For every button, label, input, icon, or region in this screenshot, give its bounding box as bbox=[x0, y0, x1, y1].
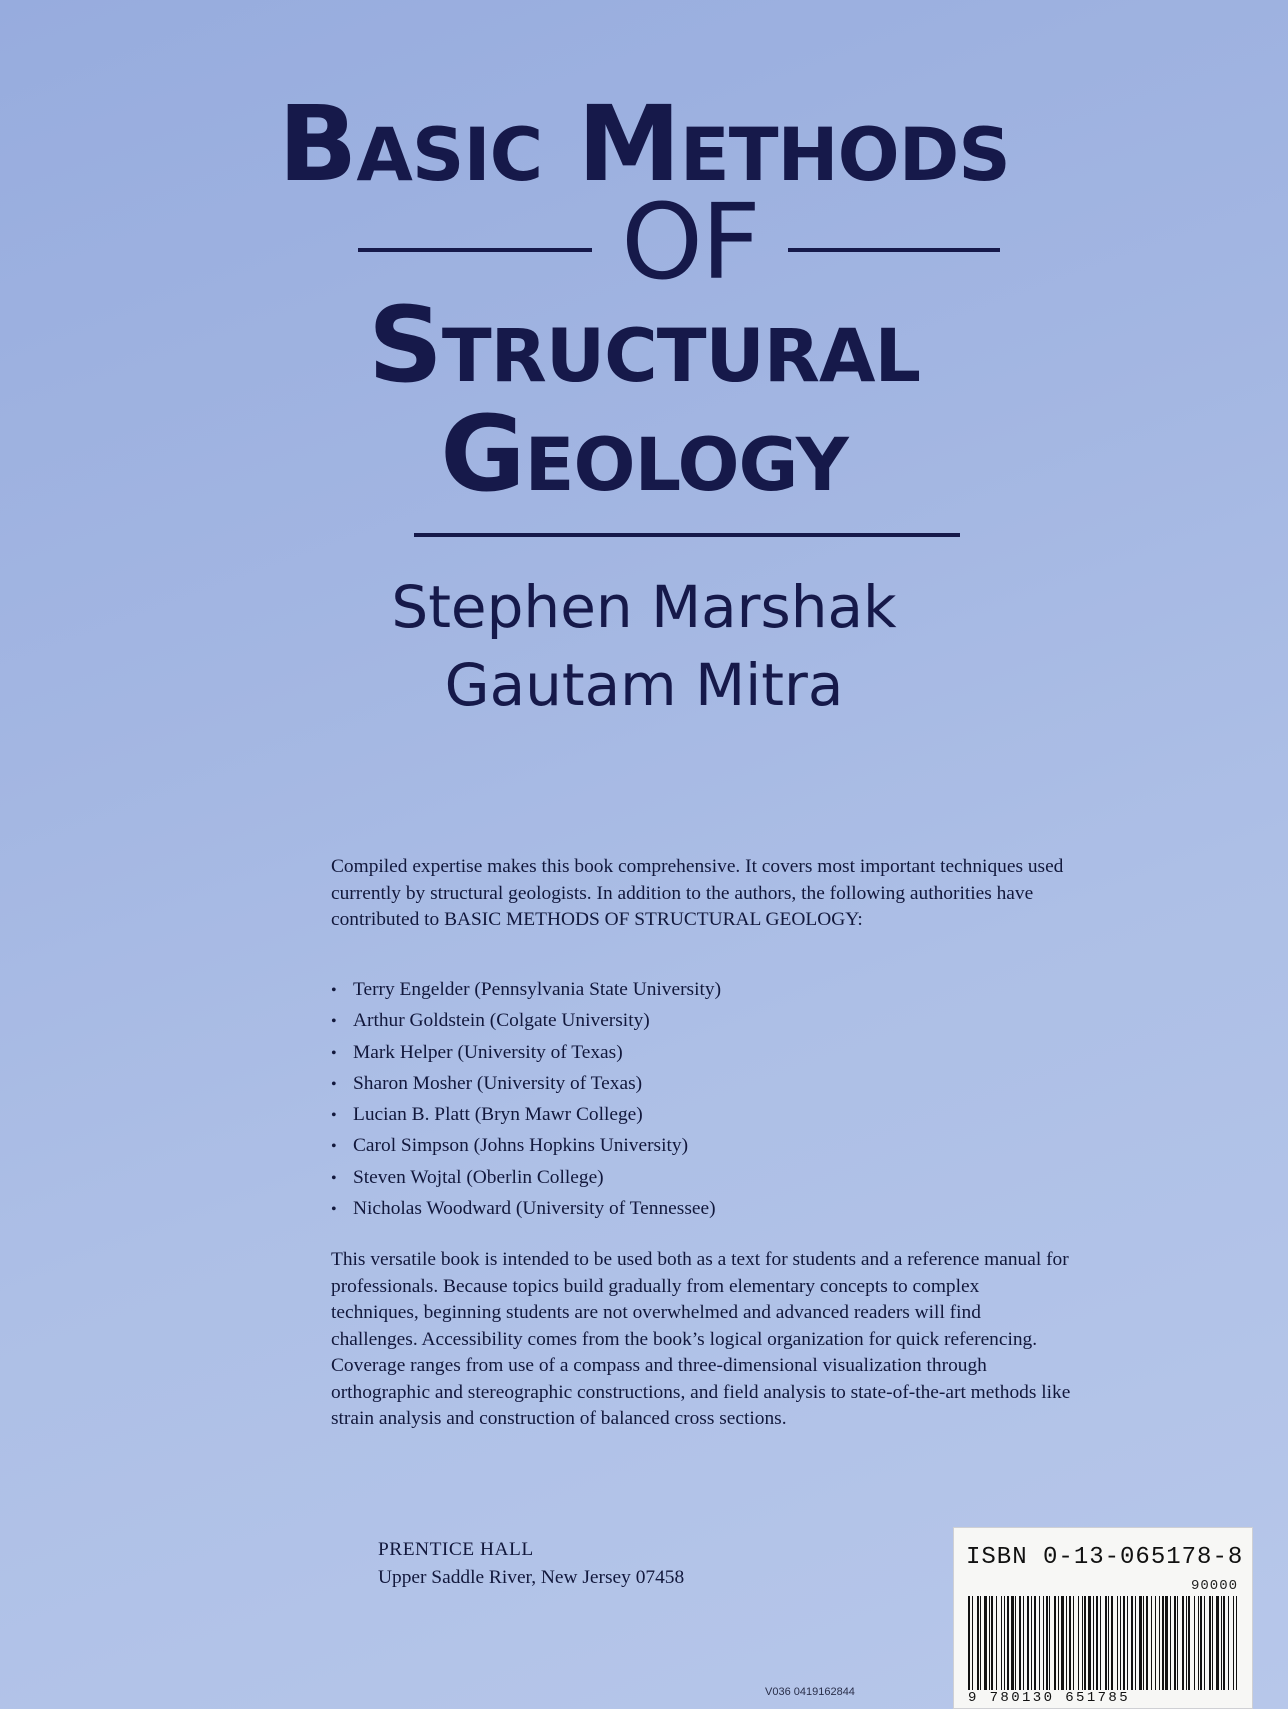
bullet-icon: • bbox=[331, 1138, 337, 1156]
list-item bbox=[331, 974, 721, 1005]
barcode-icon bbox=[968, 1596, 1240, 1690]
contributor-name: Nicholas Woodward (University of Tennessee) bbox=[353, 1198, 716, 1220]
list-item bbox=[331, 1068, 721, 1099]
title-underline-rule bbox=[414, 533, 960, 537]
publisher-address: Upper Saddle River, New Jersey 07458 bbox=[378, 1567, 685, 1588]
bullet-icon: • bbox=[331, 1075, 337, 1093]
list-item bbox=[331, 1193, 721, 1224]
intro-paragraph: Compiled expertise makes this book comprehensive. It covers most important techniques used currently by structural geologists. In addition to the authors, the following authorities have contributed to BASIC METHODS OF STRUCTURAL GEOLOGY: bbox=[331, 856, 1064, 930]
title-line-1: Basic Methods bbox=[278, 83, 1010, 205]
contributor-name: Terry Engelder (Pennsylvania State University) bbox=[353, 979, 722, 1000]
title-rule-left bbox=[358, 248, 592, 252]
list-item bbox=[331, 1130, 721, 1161]
list-item bbox=[331, 1005, 721, 1036]
isbn-barcode-label bbox=[953, 1527, 1253, 1709]
inventory-code: V036 0419162844 bbox=[765, 1686, 855, 1698]
list-item bbox=[331, 1037, 721, 1068]
bullet-icon: • bbox=[331, 1044, 337, 1062]
bullet-icon: • bbox=[331, 982, 337, 999]
bullet-icon: • bbox=[331, 1169, 337, 1187]
isbn-number: ISBN 0-13-065178-8 bbox=[966, 1544, 1244, 1571]
publisher-name: PRENTICE HALL bbox=[378, 1539, 534, 1560]
author-1: Stephen Marshak bbox=[391, 573, 897, 641]
contributor-name: Sharon Mosher (University of Texas) bbox=[353, 1072, 643, 1094]
bullet-icon: • bbox=[331, 1201, 337, 1219]
price-code: 90000 bbox=[1190, 1578, 1238, 1594]
bullet-icon: • bbox=[331, 1013, 337, 1031]
contributor-name: Steven Wojtal (Oberlin College) bbox=[353, 1166, 604, 1188]
contributor-name: Mark Helper (University of Texas) bbox=[353, 1041, 623, 1063]
description-paragraph: This versatile book is intended to be used both as a text for students and a reference manual for professionals. Because topics build gradually from elementary concepts to complex techniques, beginning students are not overwhelmed and advanced readers will find challenges. Accessibility comes from the book’s logical organization for quick referencing. Coverage ranges from use of a compass and three-dimensional visualization through orthographic and stereographic constructions, and field analysis to state-of-the-art methods like strain analysis and construction of balanced cross sections. bbox=[331, 1249, 1071, 1429]
contributor-name: Carol Simpson (Johns Hopkins University) bbox=[353, 1135, 689, 1157]
contributor-name: Lucian B. Platt (Bryn Mawr College) bbox=[353, 1104, 643, 1126]
list-item bbox=[331, 1099, 721, 1130]
publisher-block bbox=[378, 1536, 684, 1592]
title-line-2: OF bbox=[621, 181, 759, 303]
bullet-icon: • bbox=[331, 1107, 337, 1125]
author-2: Gautam Mitra bbox=[444, 651, 844, 719]
ean-digits: 9 780130 651785 bbox=[968, 1690, 1131, 1706]
title-line-3: Structural bbox=[367, 284, 921, 406]
title-rule-right bbox=[788, 248, 1000, 252]
list-item bbox=[331, 1162, 721, 1193]
title-line-4: Geology bbox=[440, 393, 848, 515]
contributor-list bbox=[331, 974, 721, 1224]
contributor-name: Arthur Goldstein (Colgate University) bbox=[353, 1010, 650, 1032]
